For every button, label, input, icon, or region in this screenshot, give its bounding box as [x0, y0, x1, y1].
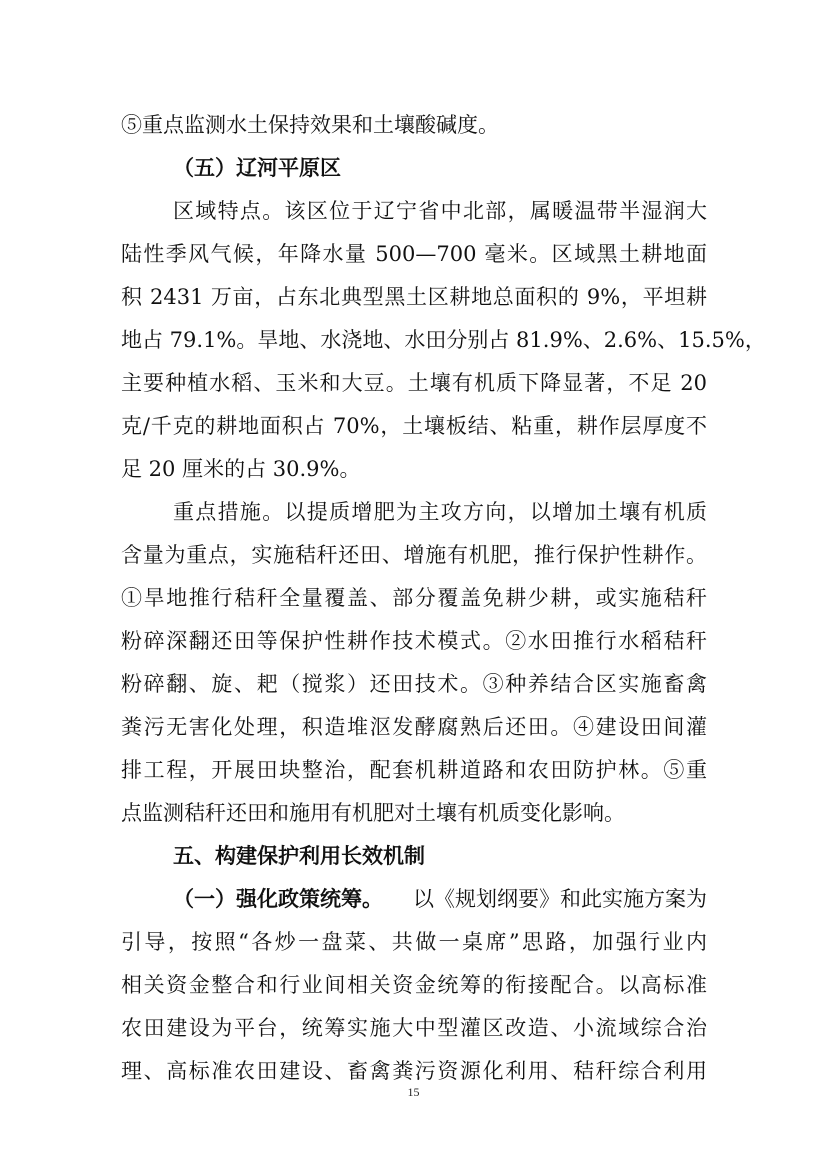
- paragraph-line: 区域特点。该区位于辽宁省中北部，属暖温带半湿润大: [173, 199, 707, 223]
- paragraph-line: 积 2431 万亩，占东北典型黑土区耕地总面积的 9%，平坦耕: [121, 285, 707, 309]
- paragraph-line: 相关资金整合和行业间相关资金统筹的衔接配合。以高标准: [121, 973, 707, 997]
- paragraph-line: 陆性季风气候，年降水量 500—700 毫米。区域黑土耕地面: [121, 242, 707, 266]
- section-heading-liaohe-plain: （五）辽河平原区: [173, 155, 341, 180]
- paragraph-line: 粉碎翻、旋、耙（搅浆）还田技术。③种养结合区实施畜禽: [121, 672, 707, 696]
- paragraph-text: 以《规划纲要》和此实施方案为: [413, 887, 707, 911]
- subheading-strengthen-policy: （一）强化政策统筹。: [173, 886, 383, 911]
- paragraph-line: 粉碎深翻还田等保护性耕作技术模式。②水田推行水稻秸秆: [121, 629, 707, 653]
- paragraph-line: 重点措施。以提质增肥为主攻方向，以增加土壤有机质: [173, 500, 707, 524]
- paragraph-line: 地占 79.1%。旱地、水浇地、水田分别占 81.9%、2.6%、15.5%，: [121, 328, 766, 352]
- chapter-heading-long-term-mechanism: 五、构建保护利用长效机制: [173, 844, 425, 868]
- paragraph-line: 引导，按照“各炒一盘菜、共做一桌席”思路，加强行业内: [121, 930, 707, 954]
- paragraph-line: 理、高标准农田建设、畜禽粪污资源化利用、秸秆综合利用: [121, 1059, 707, 1083]
- paragraph-line: 克/千克的耕地面积占 70%，土壤板结、粘重，耕作层厚度不: [121, 414, 707, 438]
- paragraph-line: 主要种植水稻、玉米和大豆。土壤有机质下降显著，不足 20: [121, 371, 707, 395]
- paragraph-line: 点监测秸秆还田和施用有机肥对土壤有机质变化影响。: [121, 801, 625, 825]
- page-number: 15: [407, 1085, 420, 1099]
- paragraph-line-with-bold-lead: [173, 883, 707, 915]
- paragraph-line: 含量为重点，实施秸秆还田、增施有机肥，推行保护性耕作。: [121, 543, 707, 567]
- paragraph-line: 排工程，开展田块整治，配套机耕道路和农田防护林。⑤重: [121, 758, 707, 782]
- paragraph-line: 足 20 厘米的占 30.9%。: [121, 457, 361, 481]
- list-item-5-soil-acidity: ⑤重点监测水土保持效果和土壤酸碱度。: [121, 113, 499, 137]
- paragraph-line: 农田建设为平台，统筹实施大中型灌区改造、小流域综合治: [121, 1016, 707, 1040]
- paragraph-line: 粪污无害化处理，积造堆沤发酵腐熟后还田。④建设田间灌: [121, 715, 707, 739]
- paragraph-line: ①旱地推行秸秆全量覆盖、部分覆盖免耕少耕，或实施秸秆: [121, 586, 707, 610]
